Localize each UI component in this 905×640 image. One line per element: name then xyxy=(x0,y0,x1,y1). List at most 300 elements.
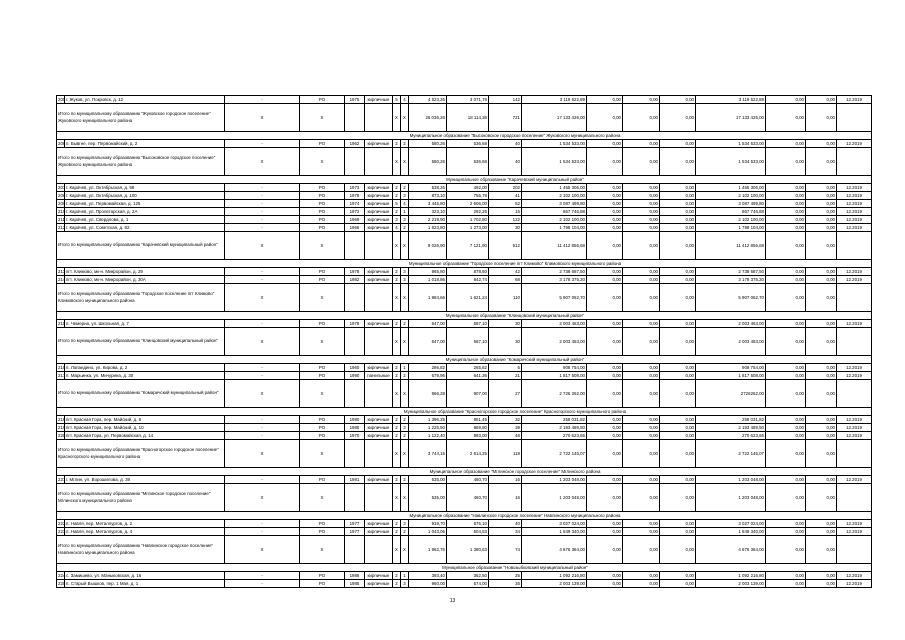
section-header-spacer xyxy=(57,408,225,416)
row-wall-material: кирпичные xyxy=(365,224,393,232)
row-c3: - xyxy=(225,184,300,192)
total-fund-1: 0,00 xyxy=(587,380,623,408)
row-fund-3: 0,00 xyxy=(660,364,696,372)
row-address: п. Старый Вышков, пер. 1 Мая, д. 1 xyxy=(65,580,225,588)
row-fund-5: 0,00 xyxy=(766,432,806,440)
total-row xyxy=(57,380,872,408)
total-c8: X xyxy=(401,484,409,512)
row-c3: - xyxy=(225,432,300,440)
total-area-living: 460,70 xyxy=(447,484,489,512)
row-fund-2: 0,00 xyxy=(623,416,660,424)
row-fund-2: 0,00 xyxy=(623,364,660,372)
total-cost: 2 726 262,00 xyxy=(522,380,587,408)
section-header-spacer xyxy=(806,132,872,140)
row-c4: РО xyxy=(300,192,345,200)
total-area-total: 3 744,15 xyxy=(409,440,447,468)
row-address: г. Мглин, ул. Ворошилова, д. 39 xyxy=(65,476,225,484)
total-label: Итого по муниципальному образованию "Навлинское городское поселение" Навлинского муниципального района xyxy=(57,536,225,564)
row-fund-6: 0,00 xyxy=(806,432,837,440)
row-area-living: 492,00 xyxy=(447,184,489,192)
page-number: 13 xyxy=(449,598,456,604)
row-entrances: 2 xyxy=(401,416,409,424)
row-fund-4: 908 754,00 xyxy=(696,364,766,372)
row-address: пгт. Красная Гора, пер. Майский, д. 8 xyxy=(65,416,225,424)
row-deadline: 12.2019 xyxy=(837,208,872,216)
total-c8: X xyxy=(401,328,409,356)
total-area-total: 535,00 xyxy=(409,484,447,512)
row-deadline: 12.2019 xyxy=(837,276,872,284)
row-fund-6: 0,00 xyxy=(806,200,837,208)
row-entrances: 3 xyxy=(401,580,409,588)
total-fund-2: 0,00 xyxy=(623,232,660,260)
row-c4: РО xyxy=(300,200,345,208)
section-header: Муниципальное образование "Клинцовский муниципальный район" xyxy=(225,312,806,320)
table-row xyxy=(57,200,872,208)
section-header: Муниципальное образование "Новозыбковский муниципальный район" xyxy=(225,564,806,572)
section-header-spacer xyxy=(806,564,872,572)
total-fund-6: 0,00 xyxy=(806,440,837,468)
row-area-living: 587,10 xyxy=(447,320,489,328)
table-row xyxy=(57,528,872,536)
total-c5 xyxy=(345,484,365,512)
total-area-living: 1 621,24 xyxy=(447,284,489,312)
row-address: п. Лопандино, ул. Кирова, д. 2 xyxy=(65,364,225,372)
row-number: 208 xyxy=(58,192,66,198)
total-c5 xyxy=(345,284,365,312)
row-cost-total: 1 534 533,00 xyxy=(522,140,587,148)
row-wall-material: кирпичные xyxy=(365,320,393,328)
total-c5 xyxy=(345,148,365,176)
table-row xyxy=(57,276,872,284)
row-residents: 40 xyxy=(489,520,522,528)
row-fund-5: 0,00 xyxy=(766,424,806,432)
row-fund-1: 0,00 xyxy=(587,200,623,208)
row-deadline: 12.2019 xyxy=(837,580,872,588)
table-row xyxy=(57,216,872,224)
row-area-living: 460,70 xyxy=(447,476,489,484)
row-c3: - xyxy=(225,520,300,528)
total-residents: 27 xyxy=(489,380,522,408)
row-entrances: 3 xyxy=(401,424,409,432)
row-area-living: 362,50 xyxy=(447,572,489,580)
total-c6 xyxy=(365,148,393,176)
total-area-total: 26 036,26 xyxy=(409,104,447,132)
total-cost: 11 412 856,68 xyxy=(522,232,587,260)
row-cost-total: 2 003 139,00 xyxy=(522,580,587,588)
row-fund-3: 0,00 xyxy=(660,520,696,528)
total-c4: X xyxy=(300,148,345,176)
row-address: п. Навля, пер. Металлургов, д. 2 xyxy=(65,520,225,528)
total-c3: X xyxy=(225,440,300,468)
row-deadline: 12.2019 xyxy=(837,416,872,424)
total-c8: X xyxy=(401,284,409,312)
row-fund-1: 0,00 xyxy=(587,520,623,528)
row-c3: - xyxy=(225,224,300,232)
row-fund-5: 0,00 xyxy=(766,224,806,232)
total-fund-1: 0,00 xyxy=(587,536,623,564)
row-c4: РО xyxy=(300,276,345,284)
total-fund-4: 4 676 364,00 xyxy=(696,536,766,564)
row-c3: - xyxy=(225,572,300,580)
row-c4: РО xyxy=(300,268,345,276)
row-fund-6: 0,00 xyxy=(806,276,837,284)
row-cost-total: 3 119 522,89 xyxy=(522,96,587,104)
row-fund-1: 0,00 xyxy=(587,372,623,380)
total-fund-3: 0,00 xyxy=(660,284,696,312)
row-fund-4: 1 455 306,00 xyxy=(696,184,766,192)
row-floors: 2 xyxy=(393,572,401,580)
total-deadline xyxy=(837,380,872,408)
row-residents: 30 xyxy=(489,320,522,328)
total-c8: X xyxy=(401,380,409,408)
row-area-living: 878,50 xyxy=(447,268,489,276)
row-wall-material: кирпичные xyxy=(365,424,393,432)
section-header-spacer xyxy=(57,312,225,320)
total-row xyxy=(57,104,872,132)
row-cost-total: 3 178 375,20 xyxy=(522,276,587,284)
row-fund-1: 0,00 xyxy=(587,216,623,224)
row-fund-1: 0,00 xyxy=(587,416,623,424)
row-year: 1980 xyxy=(345,416,365,424)
total-c4: X xyxy=(300,284,345,312)
row-wall-material: кирпичные xyxy=(365,416,393,424)
row-area-living: 869,80 xyxy=(447,424,489,432)
total-row xyxy=(57,328,872,356)
row-fund-5: 0,00 xyxy=(766,520,806,528)
row-entrances: 2 xyxy=(401,224,409,232)
row-residents: 48 xyxy=(489,432,522,440)
row-residents: 68 xyxy=(489,276,522,284)
row-cost-total: 2 738 687,50 xyxy=(522,268,587,276)
row-address: п. Чемерна, ул. Школьная, д. 7 xyxy=(65,320,225,328)
row-number: 219 xyxy=(58,424,66,430)
section-header: Муниципальное образование "Карачевский муниципальный район" xyxy=(225,176,806,184)
total-fund-2: 0,00 xyxy=(623,440,660,468)
row-fund-6: 0,00 xyxy=(806,224,837,232)
total-fund-5: 0,00 xyxy=(766,440,806,468)
row-fund-3: 0,00 xyxy=(660,580,696,588)
total-c3: X xyxy=(225,104,300,132)
row-address: пгт. Климово, мк-н. Микрорайон, д. 30А xyxy=(65,276,225,284)
total-c6 xyxy=(365,536,393,564)
row-area-living: 876,10 xyxy=(447,520,489,528)
row-fund-3: 0,00 xyxy=(660,416,696,424)
row-fund-3: 0,00 xyxy=(660,96,696,104)
row-address: г. Карачев, ул. Первомайская, д. 125 xyxy=(65,200,225,208)
row-area-living: 3 071,76 xyxy=(447,96,489,104)
table-row xyxy=(57,572,872,580)
row-fund-4: 1 203 048,00 xyxy=(696,476,766,484)
row-area-total: 1 018,86 xyxy=(409,276,447,284)
row-number: 213 xyxy=(58,268,66,274)
row-fund-5: 0,00 xyxy=(766,268,806,276)
row-wall-material: кирпичные xyxy=(365,216,393,224)
table-row xyxy=(57,416,872,424)
total-fund-6: 0,00 xyxy=(806,380,837,408)
row-floors: 5 xyxy=(393,200,401,208)
row-fund-2: 0,00 xyxy=(623,580,660,588)
row-residents: 6 xyxy=(489,364,522,372)
total-fund-5: 0,00 xyxy=(766,284,806,312)
row-fund-1: 0,00 xyxy=(587,140,623,148)
row-residents: 21 xyxy=(489,372,522,380)
total-deadline xyxy=(837,440,872,468)
row-area-living: 755,78 xyxy=(447,192,489,200)
section-header-spacer xyxy=(806,356,872,364)
total-residents: 40 xyxy=(489,148,522,176)
row-c3: - xyxy=(225,580,300,588)
total-residents: 721 xyxy=(489,104,522,132)
section-header-spacer xyxy=(806,468,872,476)
row-fund-6: 0,00 xyxy=(806,528,837,536)
row-number: 225 xyxy=(58,580,66,586)
row-year: 1972 xyxy=(345,208,365,216)
row-area-total: 286,82 xyxy=(409,364,447,372)
row-residents: 40 xyxy=(489,140,522,148)
row-c3: - xyxy=(225,200,300,208)
row-deadline: 12.2019 xyxy=(837,476,872,484)
row-fund-2: 0,00 xyxy=(623,476,660,484)
row-deadline: 12.2019 xyxy=(837,432,872,440)
total-area-total: 647,00 xyxy=(409,328,447,356)
total-c6 xyxy=(365,380,393,408)
row-fund-1: 0,00 xyxy=(587,224,623,232)
row-fund-6: 0,00 xyxy=(806,216,837,224)
total-c3: X xyxy=(225,284,300,312)
total-c5 xyxy=(345,104,365,132)
row-cost-total: 2 003 463,00 xyxy=(522,320,587,328)
total-c8: X xyxy=(401,232,409,260)
row-fund-3: 0,00 xyxy=(660,528,696,536)
row-number: 218 xyxy=(58,416,66,422)
row-floors: 2 xyxy=(393,276,401,284)
row-fund-6: 0,00 xyxy=(806,372,837,380)
row-area-total: 580,26 xyxy=(409,140,447,148)
row-c4: РО xyxy=(300,432,345,440)
row-year: 1960 xyxy=(345,364,365,372)
total-c5 xyxy=(345,536,365,564)
section-header-spacer xyxy=(806,260,872,268)
row-wall-material: панельные xyxy=(365,372,393,380)
total-fund-6: 0,00 xyxy=(806,148,837,176)
row-fund-4: 270 623,65 xyxy=(696,432,766,440)
total-c4: X xyxy=(300,104,345,132)
row-c4: РО xyxy=(300,364,345,372)
total-deadline xyxy=(837,232,872,260)
total-fund-4: 2 722 145,07 xyxy=(696,440,766,468)
row-fund-6: 0,00 xyxy=(806,320,837,328)
row-number: 221 xyxy=(58,476,66,482)
row-deadline: 12.2019 xyxy=(837,528,872,536)
total-cost: 17 133 426,00 xyxy=(522,104,587,132)
row-residents: 52 xyxy=(489,200,522,208)
row-residents: 39 xyxy=(489,424,522,432)
total-c7: X xyxy=(393,328,401,356)
row-cost-total: 3 087 499,80 xyxy=(522,200,587,208)
total-c3: X xyxy=(225,328,300,356)
total-label: Итого по муниципальному образованию "Клинцовский муниципальный район" xyxy=(57,328,225,356)
row-wall-material: кирпичные xyxy=(365,364,393,372)
row-year: 1985 xyxy=(345,580,365,588)
row-area-total: 2 219,90 xyxy=(409,216,447,224)
row-area-total: 538,26 xyxy=(409,184,447,192)
row-c4: РО xyxy=(300,224,345,232)
row-fund-2: 0,00 xyxy=(623,432,660,440)
total-fund-3: 0,00 xyxy=(660,484,696,512)
row-number: 222 xyxy=(58,520,66,526)
total-fund-5: 0,00 xyxy=(766,148,806,176)
row-fund-4: 3 119 522,89 xyxy=(696,96,766,104)
row-year: 1986 xyxy=(345,572,365,580)
row-area-living: 641,36 xyxy=(447,372,489,380)
row-residents: 202 xyxy=(489,184,522,192)
row-deadline: 12.2019 xyxy=(837,192,872,200)
row-fund-5: 0,00 xyxy=(766,364,806,372)
row-cost-total: 867 746,88 xyxy=(522,208,587,216)
row-fund-4: 3 087 499,80 xyxy=(696,200,766,208)
row-deadline: 12.2019 xyxy=(837,520,872,528)
section-header-spacer xyxy=(57,132,225,140)
total-fund-1: 0,00 xyxy=(587,104,623,132)
row-deadline: 12.2019 xyxy=(837,424,872,432)
row-fund-3: 0,00 xyxy=(660,208,696,216)
row-floors: 2 xyxy=(393,268,401,276)
row-fund-5: 0,00 xyxy=(766,528,806,536)
row-fund-2: 0,00 xyxy=(623,224,660,232)
row-entrances: 2 xyxy=(401,476,409,484)
row-area-total: 960,00 xyxy=(409,580,447,588)
total-label: Итого по муниципальному образованию "Мглинское городское поселение" Мглинского муниципального района xyxy=(57,484,225,512)
total-fund-1: 0,00 xyxy=(587,148,623,176)
row-fund-6: 0,00 xyxy=(806,572,837,580)
row-fund-4: 2 102 100,00 xyxy=(696,216,766,224)
total-area-living: 587,10 xyxy=(447,328,489,356)
row-entrances: 4 xyxy=(401,96,409,104)
row-c3: - xyxy=(225,96,300,104)
total-c4: X xyxy=(300,536,345,564)
total-fund-5: 0,00 xyxy=(766,484,806,512)
section-header-row xyxy=(57,564,872,572)
row-fund-6: 0,00 xyxy=(806,140,837,148)
row-fund-5: 0,00 xyxy=(766,416,806,424)
row-fund-4: 1 817 508,00 xyxy=(696,372,766,380)
row-residents: 34 xyxy=(489,528,522,536)
table-row xyxy=(57,520,872,528)
table-row xyxy=(57,476,872,484)
row-c3: - xyxy=(225,276,300,284)
total-fund-1: 0,00 xyxy=(587,284,623,312)
row-fund-5: 0,00 xyxy=(766,96,806,104)
row-c4: РО xyxy=(300,208,345,216)
row-deadline: 12.2019 xyxy=(837,96,872,104)
row-fund-6: 0,00 xyxy=(806,580,837,588)
row-fund-3: 0,00 xyxy=(660,200,696,208)
row-fund-2: 0,00 xyxy=(623,276,660,284)
section-header-row xyxy=(57,356,872,364)
row-floors: 2 xyxy=(393,520,401,528)
total-fund-5: 0,00 xyxy=(766,232,806,260)
total-residents: 16 xyxy=(489,484,522,512)
total-cost: 5 907 062,70 xyxy=(522,284,587,312)
row-c4: РО xyxy=(300,96,345,104)
row-deadline: 12.2019 xyxy=(837,372,872,380)
row-year: 1975 xyxy=(345,96,365,104)
row-residents: 42 xyxy=(489,268,522,276)
total-fund-2: 0,00 xyxy=(623,536,660,564)
row-fund-2: 0,00 xyxy=(623,528,660,536)
row-entrances: 2 xyxy=(401,432,409,440)
row-floors: 2 xyxy=(393,432,401,440)
row-c4: РО xyxy=(300,416,345,424)
row-residents: 15 xyxy=(489,208,522,216)
total-fund-2: 0,00 xyxy=(623,148,660,176)
row-fund-5: 0,00 xyxy=(766,192,806,200)
total-c8: X xyxy=(401,440,409,468)
row-area-total: 393,40 xyxy=(409,572,447,580)
row-floors: 2 xyxy=(393,184,401,192)
section-header-spacer xyxy=(57,512,225,520)
row-fund-4: 258 031,82 xyxy=(696,416,766,424)
row-c3: - xyxy=(225,320,300,328)
row-area-total: 965,80 xyxy=(409,268,447,276)
row-floors: 2 xyxy=(393,476,401,484)
row-address: с. Замишево, ул. Маныковская, д. 16 xyxy=(65,572,225,580)
row-fund-2: 0,00 xyxy=(623,572,660,580)
total-fund-6: 0,00 xyxy=(806,104,837,132)
total-cost: 4 676 364,00 xyxy=(522,536,587,564)
row-wall-material: кирпичные xyxy=(365,200,393,208)
total-c7: X xyxy=(393,536,401,564)
row-cost-total: 2 193 489,50 xyxy=(522,424,587,432)
total-deadline xyxy=(837,536,872,564)
total-cost: 1 203 048,00 xyxy=(522,484,587,512)
row-number: 206 xyxy=(58,140,66,146)
total-fund-2: 0,00 xyxy=(623,328,660,356)
row-area-total: 4 523,26 xyxy=(409,96,447,104)
total-c6 xyxy=(365,284,393,312)
total-cost: 2 722 145,07 xyxy=(522,440,587,468)
total-c5 xyxy=(345,380,365,408)
total-c7: X xyxy=(393,232,401,260)
row-year: 1985 xyxy=(345,424,365,432)
row-address: г. Жуков, ул. Покровск, д. 12 xyxy=(65,96,225,104)
register-sheet xyxy=(56,95,871,588)
row-fund-2: 0,00 xyxy=(623,520,660,528)
row-year: 1966 xyxy=(345,224,365,232)
section-header: Муниципальное образование "Городское поселение пгт Климово" Климовского муниципального района xyxy=(225,260,806,268)
row-cost-total: 1 092 216,80 xyxy=(522,572,587,580)
table-row xyxy=(57,372,872,380)
row-fund-3: 0,00 xyxy=(660,268,696,276)
total-label: Итого по муниципальному образованию "Красногорское городское поселение" Красногорского муниципального района xyxy=(57,440,225,468)
row-c4: РО xyxy=(300,476,345,484)
total-fund-1: 0,00 xyxy=(587,328,623,356)
row-area-total: 647,00 xyxy=(409,320,447,328)
row-entrances: 3 xyxy=(401,520,409,528)
total-area-living: 536,68 xyxy=(447,148,489,176)
table-row xyxy=(57,580,872,588)
row-c4: РО xyxy=(300,424,345,432)
row-entrances: 3 xyxy=(401,216,409,224)
row-number: 223 xyxy=(58,528,66,534)
total-cost: 2 003 463,00 xyxy=(522,328,587,356)
row-fund-1: 0,00 xyxy=(587,208,623,216)
row-floors: 2 xyxy=(393,140,401,148)
total-fund-2: 0,00 xyxy=(623,104,660,132)
row-area-total: 1 043,06 xyxy=(409,528,447,536)
row-c3: - xyxy=(225,416,300,424)
row-residents: 25 xyxy=(489,572,522,580)
